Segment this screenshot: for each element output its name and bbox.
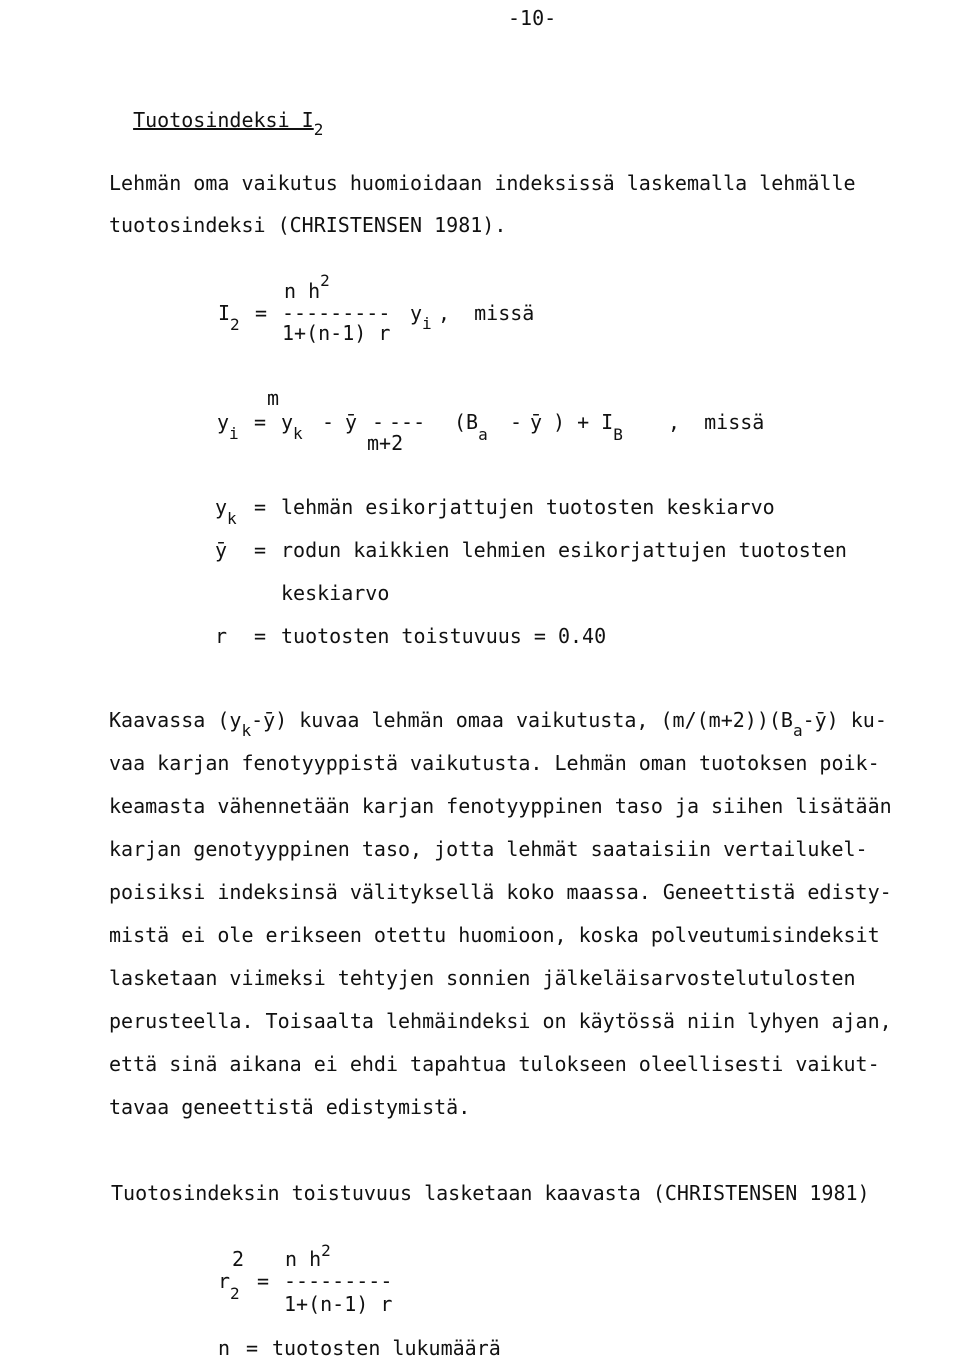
formula-3-numerator: n $h^2$ — [285, 1241, 331, 1271]
formula-2-minus-2: - — [372, 410, 385, 434]
formula-2-frac-numerator: m — [267, 386, 280, 410]
definition-equals: = — [254, 624, 267, 648]
definition-n-text: tuotosten lukumäärä — [272, 1336, 501, 1360]
formula-2-equals: = — [254, 410, 267, 434]
formula-2-frac-bar: --- — [389, 410, 426, 434]
definition-symbol: ȳ — [215, 538, 228, 562]
formula-2-yk: $y_k$ — [281, 410, 303, 443]
formula-1-equals: = — [255, 301, 268, 325]
formula-2-ybar: ȳ — [345, 410, 358, 434]
formula-1-y: $y_i$ — [410, 301, 432, 333]
formula-1-lhs: $I_2$ — [218, 301, 240, 334]
paragraph-line: Kaavassa $(y_k-ȳ)$ kuvaa lehmän omaa vaikutusta, $(m/(m+2))(B_a-ȳ)$ ku- — [109, 708, 887, 740]
definition-equals: = — [254, 538, 267, 562]
paragraph-line: tavaa geneettistä edistymistä. — [109, 1095, 471, 1119]
paragraph-line: poisiksi indeksinsä välityksellä koko maassa. Geneettistä edisty- — [109, 880, 892, 904]
definition-symbol: $y_k$ — [215, 495, 237, 528]
paragraph-line: että sinä aikana ei ehdi tapahtua tulokseen oleellisesti vaikut- — [109, 1052, 880, 1076]
formula-3-sup-left: 2 — [232, 1247, 245, 1271]
section-heading-1 — [109, 90, 324, 139]
definition-symbol: r — [215, 624, 228, 648]
formula-3-equals: = — [257, 1269, 270, 1293]
definition-text-continued: keskiarvo — [281, 581, 390, 605]
definition-text: tuotosten toistuvuus = 0.40 — [281, 624, 607, 648]
definition-n-equals: = — [246, 1336, 259, 1360]
formula-3-fraction-bar: --------- — [284, 1269, 393, 1293]
formula-1-denominator: 1+(n-1) r — [282, 321, 391, 345]
formula-2-minus-1: - — [322, 410, 335, 434]
formula-2-y: $y_i$ — [217, 410, 239, 443]
formula-2-i-term: ) + $I_B$ — [553, 410, 623, 444]
section-heading-1-subscript: 2 — [313, 120, 324, 139]
page-number: -10- — [508, 6, 557, 30]
section-heading-2: Tuotosindeksin toistuvuus lasketaan kaavasta (CHRISTENSEN 1981) — [111, 1181, 870, 1205]
formula-3-denominator: 1+(n-1) r — [284, 1292, 393, 1316]
definition-text: rodun kaikkien lehmien esikorjattujen tuotosten — [281, 538, 847, 562]
paragraph-line: mistä ei ole erikseen otettu huomioon, koska polveutumisindeksit — [109, 923, 880, 947]
paragraph-line: vaa karjan fenotyyppistä vaikutusta. Lehmän oman tuotoksen poik- — [109, 751, 880, 775]
definition-n-symbol: n — [218, 1336, 231, 1360]
paragraph-line: keamasta vähennetään karjan fenotyyppinen taso ja siihen lisätään — [109, 794, 892, 818]
formula-1-missa: , missä — [438, 301, 535, 325]
formula-2-minus-3: - — [510, 410, 523, 434]
paragraph-line: lasketaan viimeksi tehtyjen sonnien jälkeläisarvostelutulosten — [109, 966, 856, 990]
formula-2-ybar-2: ȳ — [530, 410, 543, 434]
formula-1-numerator: n $h^2$ — [284, 271, 330, 303]
definition-text: lehmän esikorjattujen tuotosten keskiarvo — [281, 495, 775, 519]
formula-3-lhs: $r_2$ — [218, 1269, 240, 1303]
intro-line-1: Lehmän oma vaikutus huomioidaan indeksissä laskemalla lehmälle — [109, 171, 856, 195]
formula-2-b-term: ($B_a$ — [454, 410, 488, 444]
paragraph-line: perusteella. Toisaalta lehmäindeksi on käytössä niin lyhyen ajan, — [109, 1009, 892, 1033]
formula-2-missa: , missä — [668, 410, 765, 434]
section-heading-1-text: Tuotosindeksi I — [133, 108, 314, 132]
formula-1-fraction-bar: --------- — [282, 301, 391, 325]
intro-line-2: tuotosindeksi (CHRISTENSEN 1981). — [109, 213, 507, 237]
definition-equals: = — [254, 495, 267, 519]
paragraph-line: karjan genotyyppinen taso, jotta lehmät saataisiin vertailukel- — [109, 837, 868, 861]
formula-2-frac-denominator: m+2 — [367, 431, 404, 455]
